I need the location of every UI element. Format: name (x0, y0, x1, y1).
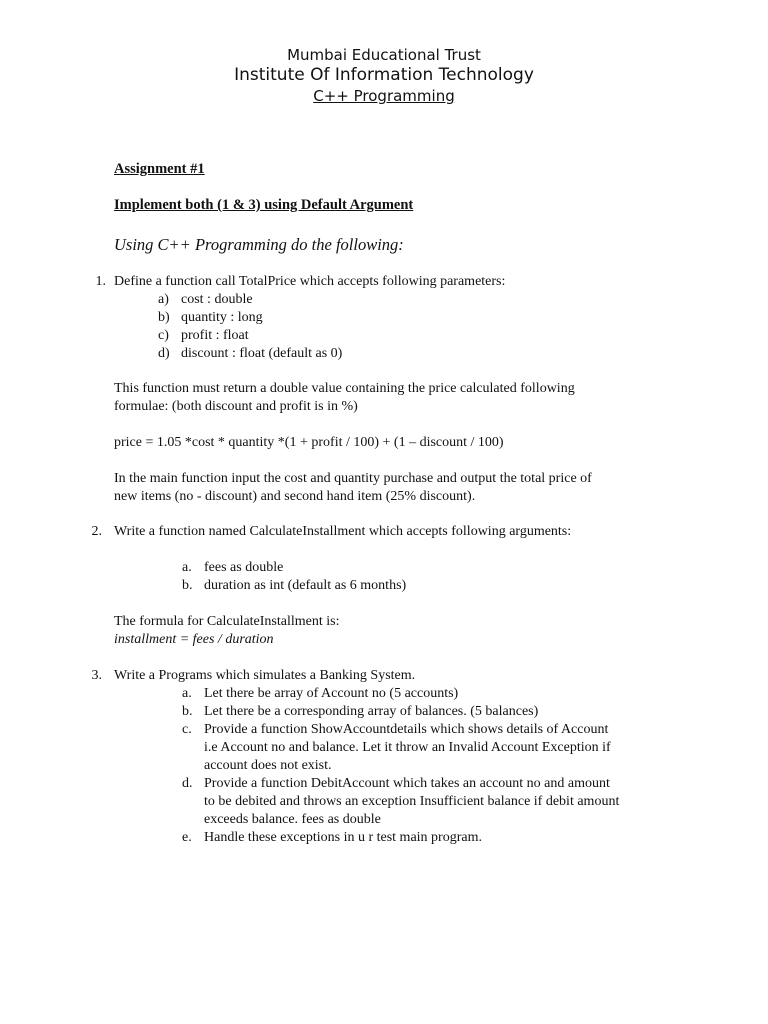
q3-item-line: Provide a function ShowAccountdetails which shows details of Account (204, 722, 609, 737)
q1-text: Define a function call TotalPrice which accepts following parameters: (114, 274, 506, 289)
q3-number: 3. (91, 668, 102, 683)
q3-text: Write a Programs which simulates a Banking System. (114, 668, 416, 683)
q1-main-line: new items (no - discount) and second hand item (25% discount). (114, 489, 476, 504)
q3-item-label: e. (182, 830, 192, 845)
q1-number: 1. (95, 274, 106, 289)
q3-item-line: account does not exist. (204, 758, 332, 773)
q1-param-text: cost : double (181, 292, 253, 307)
intro-text: Using C++ Programming do the following: (114, 235, 404, 254)
q3-item-label: b. (182, 704, 193, 719)
instruction-heading: Implement both (1 & 3) using Default Argument (114, 197, 414, 213)
q3-item-line: Handle these exceptions in u r test main program. (204, 830, 482, 845)
q2-arg-text: duration as int (default as 6 months) (204, 578, 407, 593)
q3-item-label: a. (182, 686, 192, 701)
q3-item-label: c. (182, 722, 192, 737)
q2-arg-label: a. (182, 560, 192, 575)
q1-param-label: d) (158, 346, 170, 361)
q2-formula: installment = fees / duration (114, 632, 274, 647)
q1-formula: price = 1.05 *cost * quantity *(1 + profit / 100) + (1 – discount / 100) (114, 435, 504, 450)
q2-text: Write a function named CalculateInstallment which accepts following arguments: (114, 524, 572, 539)
q3-item-line: Let there be array of Account no (5 accounts) (204, 686, 459, 701)
q3-item-line: i.e Account no and balance. Let it throw an Invalid Account Exception if (204, 740, 611, 755)
q2-number: 2. (91, 524, 102, 539)
q1-param-text: quantity : long (181, 310, 263, 325)
course-title: C++ Programming (313, 87, 455, 105)
q1-param-label: c) (158, 328, 169, 343)
assignment-title: Assignment #1 (114, 161, 205, 177)
org-name: Mumbai Educational Trust (287, 46, 481, 64)
q3-item-line: exceeds balance. fees as double (204, 812, 381, 827)
institute-name: Institute Of Information Technology (234, 65, 534, 85)
q1-param-text: profit : float (181, 328, 249, 343)
q1-param-label: b) (158, 310, 170, 325)
q2-formula-intro: The formula for CalculateInstallment is: (114, 614, 340, 629)
q2-arg-label: b. (182, 578, 193, 593)
q1-description-line: formulae: (both discount and profit is in %) (114, 399, 358, 414)
q3-item-line: to be debited and throws an exception Insufficient balance if debit amount (204, 794, 620, 809)
q3-item-line: Provide a function DebitAccount which takes an account no and amount (204, 776, 610, 791)
q3-item-line: Let there be a corresponding array of balances. (5 balances) (204, 704, 539, 719)
q1-description-line: This function must return a double value containing the price calculated following (114, 381, 575, 396)
q1-param-text: discount : float (default as 0) (181, 346, 343, 361)
q1-main-line: In the main function input the cost and quantity purchase and output the total price of (114, 471, 592, 486)
q1-param-label: a) (158, 292, 169, 307)
q3-item-label: d. (182, 776, 193, 791)
q2-arg-text: fees as double (204, 560, 284, 575)
